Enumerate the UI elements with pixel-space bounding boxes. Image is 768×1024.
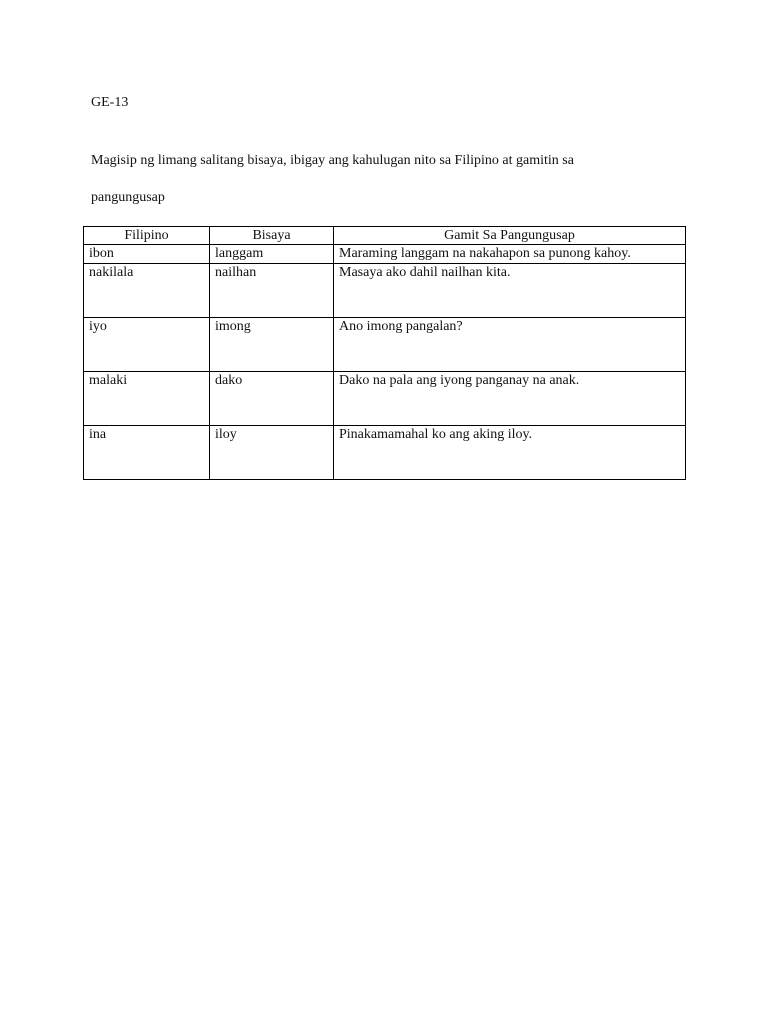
instruction-text: Magisip ng limang salitang bisaya, ibigay ang kahulugan nito sa Filipino at gamitin sa pangungusap bbox=[91, 153, 574, 205]
cell-filipino: nakilala bbox=[84, 264, 210, 318]
table-row bbox=[84, 426, 686, 480]
cell-sentence: Masaya ako dahil nailhan kita. bbox=[334, 264, 686, 318]
table-header-row bbox=[84, 227, 686, 245]
cell-sentence: Dako na pala ang iyong panganay na anak. bbox=[334, 372, 686, 426]
cell-sentence: Ano imong pangalan? bbox=[334, 318, 686, 372]
cell-sentence: Pinakamamahal ko ang aking iloy. bbox=[334, 426, 686, 480]
document-code: GE-13 bbox=[91, 95, 129, 110]
cell-bisaya: nailhan bbox=[210, 264, 334, 318]
cell-filipino: ibon bbox=[84, 245, 210, 264]
table-row bbox=[84, 318, 686, 372]
vocabulary-table-container bbox=[83, 226, 685, 480]
header-bisaya: Bisaya bbox=[210, 227, 334, 245]
cell-filipino: malaki bbox=[84, 372, 210, 426]
cell-bisaya: langgam bbox=[210, 245, 334, 264]
cell-bisaya: iloy bbox=[210, 426, 334, 480]
header-sentence: Gamit Sa Pangungusap bbox=[334, 227, 686, 245]
table-row bbox=[84, 264, 686, 318]
vocabulary-table bbox=[83, 226, 686, 480]
table-row bbox=[84, 245, 686, 264]
header-filipino: Filipino bbox=[84, 227, 210, 245]
cell-filipino: ina bbox=[84, 426, 210, 480]
cell-sentence: Maraming langgam na nakahapon sa punong kahoy. bbox=[334, 245, 686, 264]
cell-bisaya: dako bbox=[210, 372, 334, 426]
table-row bbox=[84, 372, 686, 426]
cell-filipino: iyo bbox=[84, 318, 210, 372]
cell-bisaya: imong bbox=[210, 318, 334, 372]
